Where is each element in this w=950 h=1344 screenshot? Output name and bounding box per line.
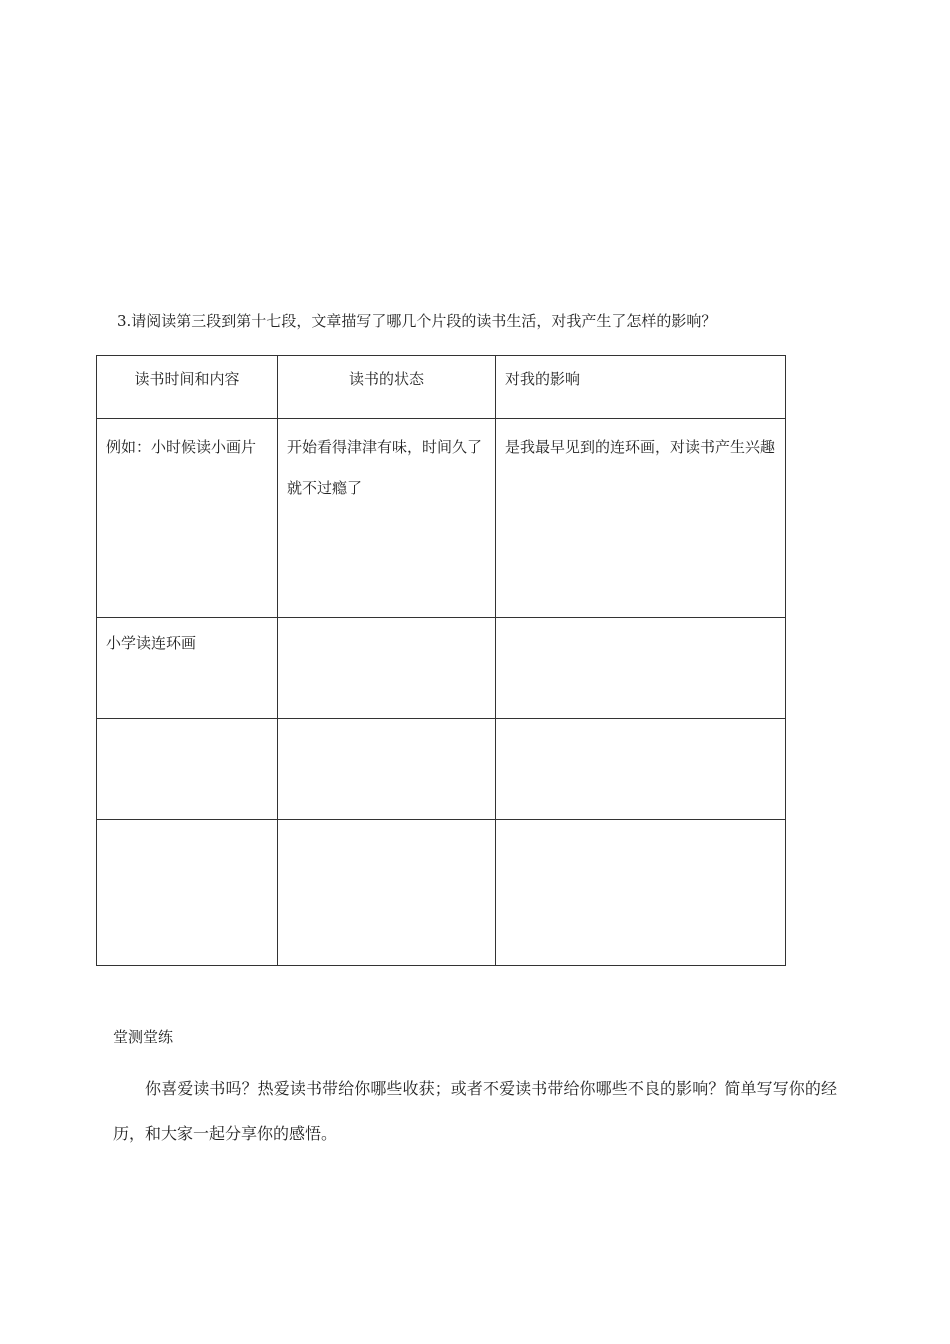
table-row xyxy=(97,618,786,719)
table-cell xyxy=(97,719,278,820)
table-cell: 小学读连环画 xyxy=(97,618,278,719)
table-cell xyxy=(278,719,496,820)
table-cell xyxy=(278,820,496,966)
section-title: 堂测堂练 xyxy=(113,1028,174,1046)
header-reading-time-content: 读书时间和内容 xyxy=(97,356,278,419)
table-cell: 开始看得津津有味，时间久了就不过瘾了 xyxy=(278,419,496,618)
table-row xyxy=(97,820,786,966)
header-influence-on-me: 对我的影响 xyxy=(496,356,786,419)
table-cell xyxy=(496,719,786,820)
table-row xyxy=(97,719,786,820)
table-cell xyxy=(278,618,496,719)
table-cell xyxy=(97,820,278,966)
table-cell: 例如：小时候读小画片 xyxy=(97,419,278,618)
essay-prompt: 你喜爱读书吗？热爱读书带给你哪些收获；或者不爱读书带给你哪些不良的影响？简单写写你的经历，和大家一起分享你的感悟。 xyxy=(113,1079,837,1143)
table-cell xyxy=(496,820,786,966)
table-row xyxy=(97,419,786,618)
question-text: 3.请阅读第三段到第十七段，文章描写了哪几个片段的读书生活，对我产生了怎样的影响？ xyxy=(117,312,717,330)
table-header-row xyxy=(97,356,786,419)
header-reading-state: 读书的状态 xyxy=(278,356,496,419)
table-cell xyxy=(496,618,786,719)
table-cell: 是我最早见到的连环画，对读书产生兴趣 xyxy=(496,419,786,618)
reading-table xyxy=(96,355,786,966)
